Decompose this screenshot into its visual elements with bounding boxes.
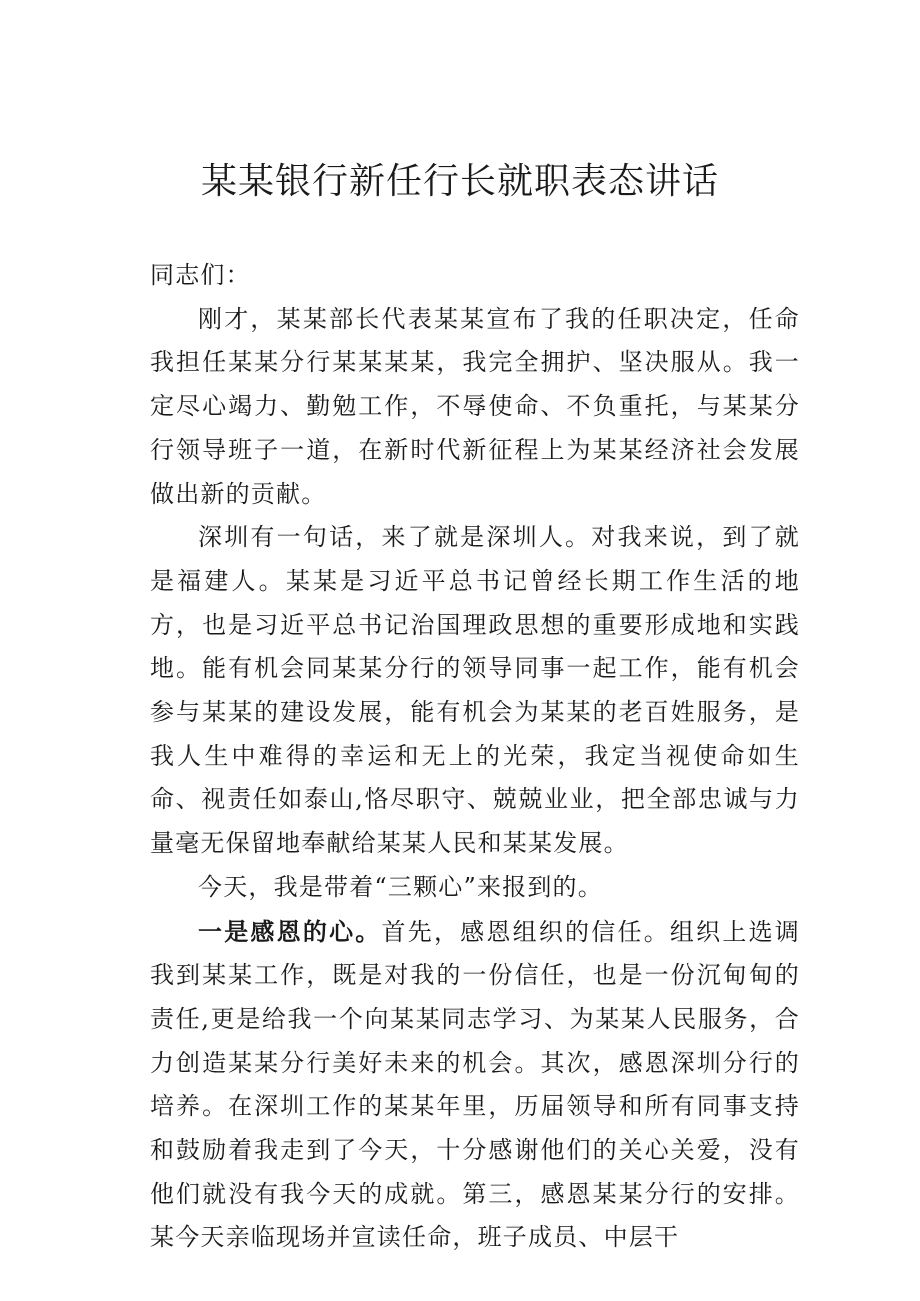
paragraph-3 xyxy=(150,866,800,910)
paragraph-2 xyxy=(150,516,800,866)
paragraph-text: 深圳有一句话，来了就是深圳人。对我来说，到了就是福建人。某某是习近平总书记曾经长期工作生活的地方，也是习近平总书记治国理政思想的重要形成地和实践地。能有机会同某某分行的领导同事一起工作，能有机会参与某某的建设发展，能有机会为某某的老百姓服务，是我人生中难得的幸运和无上的光荣，我定当视使命如生命、视责任如泰山,恪尽职守、兢兢业业，把全部忠诚与力量毫无保留地奉献给某某人民和某某发展。 xyxy=(150,523,800,858)
paragraph-text: 首先，感恩组织的信任。组织上选调我到某某工作，既是对我的一份信任，也是一份沉甸甸的责任,更是给我一个向某某同志学习、为某某人民服务，合力创造某某分行美好未来的机会。其次，感恩深圳分行的培养。在深圳工作的某某年里，历届领导和所有同事支持和鼓励着我走到了今天，十分感谢他们的关心关爱，没有他们就没有我今天的成就。第三，感恩某某分行的安排。某今天亲临现场并宣读任命，班子成员、中层干 xyxy=(150,917,800,1252)
paragraph-1 xyxy=(150,298,800,517)
paragraph-lead: 一是感恩的心。 xyxy=(198,916,382,946)
paragraph-text: 今天，我是带着“三颗心”来报到的。 xyxy=(198,872,603,901)
document-body xyxy=(150,254,800,1260)
paragraph-text: 刚才，某某部长代表某某宣布了我的任职决定，任命我担任某某分行某某某某，我完全拥护、坚决服从。我一定尽心竭力、勤勉工作，不辱使命、不负重托，与某某分行领导班子一道，在新时代新征程上为某某经济社会发展做出新的贡献。 xyxy=(150,304,800,508)
paragraph-4 xyxy=(150,910,800,1261)
document-title: 某某银行新任行长就职表态讲话 xyxy=(200,161,719,202)
salutation: 同志们： xyxy=(150,261,251,289)
